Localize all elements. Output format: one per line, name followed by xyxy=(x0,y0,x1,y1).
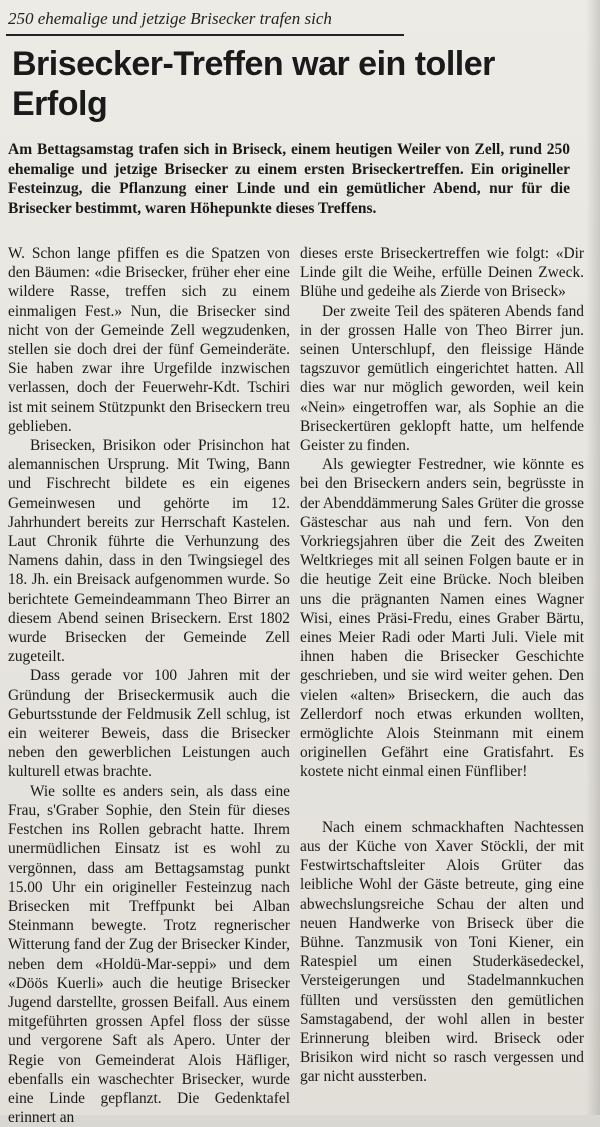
headline: Brisecker-Treffen war ein toller Erfolg xyxy=(12,45,495,123)
left-paragraph-4: Wie sollte es anders sein, als dass eine Frau, s'Graber Sophie, den Stein für dieses Festchen ins Rollen gebracht hatte. Ihrem unermüdlichen Einsatz ist es wohl zu vergönnen, dass am Bettagsamstag punkt 15.00 Uhr ein origineller Festeinzug nach Brisecken mit Treffpunkt bei Alban Steinmann bewegte. Trotz regnerischer Witterung fand der Zug der Brisecker Kinder, neben dem «Holdü-Mar-seppi» und dem «Döös Kuerli» auch die heutige Brisecker Jugend darstellte, grossen Beifall. Aus einem mitgeführten grossen Apfel floss der süsse und vergorene Saft als Apero. Unter der Regie von Gemeinderat Alois Häfliger, ebenfalls ein waschechter Brisecker, wurde eine Linde gepflanzt. Die Gedenktafel erinnert an xyxy=(8,782,290,1127)
kicker-underline xyxy=(6,34,404,36)
right-paragraph-3: Als gewiegter Festredner, wie könnte es bei den Briseckern anders sein, begrüsste in der Abenddämmerung Sales Grüter die grosse Gästeschar aus nah und fern. Von den Vorkriegsjahren über die Zeit des Zweiten Weltkrieges mit all seinen Folgen baute er in die heutige Zeit eine Brücke. Noch bleiben uns die prägnanten Namen eines Wagner Wisi, eines Präsi-Fredu, eines Graber Bärtu, eines Meier Radi oder Marti Juli. Viele mit ihnen haben die Brisecker Geschichte geschrieben, und sie wird weiter gehen. Den vielen «alten» Briseckern, die auch das Zellerdorf noch etwas erkunden wollten, ermöglichte Alois Steinmann mit einem originellen Gefährt eine Gratisfahrt. Es kostete nicht einmal einen Fünfliber! xyxy=(300,456,584,781)
right-column xyxy=(300,244,584,1087)
right-paragraph-2: Der zweite Teil des späteren Abends fand in der grossen Halle von Theo Birrer jun. seinen Unterschlupf, den fleissige Hände tagszuvor gemütlich eingerichtet hatten. All dies war nur möglich geworden, weil kein «Nein» eingetroffen war, als Sophie an die Briseckertüren geklopft hatte, um helfende Geister zu finden. xyxy=(300,302,584,455)
left-paragraph-2: Brisecken, Brisikon oder Prisinchon hat alemannischen Ursprung. Mit Twing, Bann und Fischrecht bildete es ein eigenes Gemeinwesen und gehörte im 12. Jahrhundert bereits zur Herrschaft Kastelen. Laut Chronik führte die Verhunzung des Namens dahin, dass in den Twingsiegel des 18. Jh. ein Breisack aufgenommen wurde. So berichtete Gemeindeammann Theo Birrer an diesem Abend seinen Briseckern. Erst 1802 wurde Brisecken der Gemeinde Zell zugeteilt. xyxy=(8,437,290,666)
left-paragraph-1: W. Schon lange pfiffen es die Spatzen von den Bäumen: «die Brisecker, früher eher eine wildere Rasse, treffen sich zu einem einmaligen Fest.» Nun, die Brisecker sind nicht von der Gemeinde Zell wegzudenken, stellen sie doch drei der fünf Gemeinderäte. Sie haben zwar ihre Urgefilde inzwischen verlassen, doch der Feuerwehr-Kdt. Tschiri ist mit seinem Stützpunkt den Briseckern treu geblieben. xyxy=(8,245,290,435)
left-column xyxy=(8,244,290,1127)
page-edge-shadow xyxy=(586,0,600,1115)
lead-paragraph: Am Bettagsamstag trafen sich in Briseck, einem heutigen Weiler von Zell, rund 250 ehemalige und jetzige Brisecker zu einem ersten Briseckertreffen. Ein origineller Festeinzug, die Pflanzung einer Linde und ein gemütlicher Abend, nur für die Brisecker bestimmt, waren Höhepunkte dieses Treffens. xyxy=(8,141,570,217)
kicker-line: 250 ehemalige und jetzige Brisecker trafen sich xyxy=(8,9,332,28)
right-paragraph-4: Nach einem schmackhaften Nachtessen aus der Küche von Xaver Stöckli, der mit Festwirtschaftsleiter Alois Grüter das leibliche Wohl der Gäste betreute, ging eine abwechslungsreiche Schau der alten und neuen Handwerke von Briseck über die Bühne. Tanzmusik von Toni Kiener, ein Ratespiel um einen Studerkäsedeckel, Versteigerungen und Stadelmannkuchen füllten und versüssten den gemütlichen Samstagabend, der wohl allen in bester Erinnerung bleiben wird. Briseck oder Brisikon wird nicht so rasch vergessen und gar nicht aussterben. xyxy=(300,818,584,1086)
right-paragraph-1: dieses erste Briseckertreffen wie folgt: «Dir Linde gilt die Weihe, erfülle Deinen Zweck. Blühe und gedeihe als Zierde von Briseck» xyxy=(300,245,584,301)
left-paragraph-3: Dass gerade vor 100 Jahren mit der Gründung der Briseckermusik auch die Geburtsstunde der Feldmusik Zell schlug, ist ein weiterer Beweis, dass die Brisecker neben den gewerblichen Leistungen auch kulturell etwas brachte. xyxy=(8,667,290,781)
